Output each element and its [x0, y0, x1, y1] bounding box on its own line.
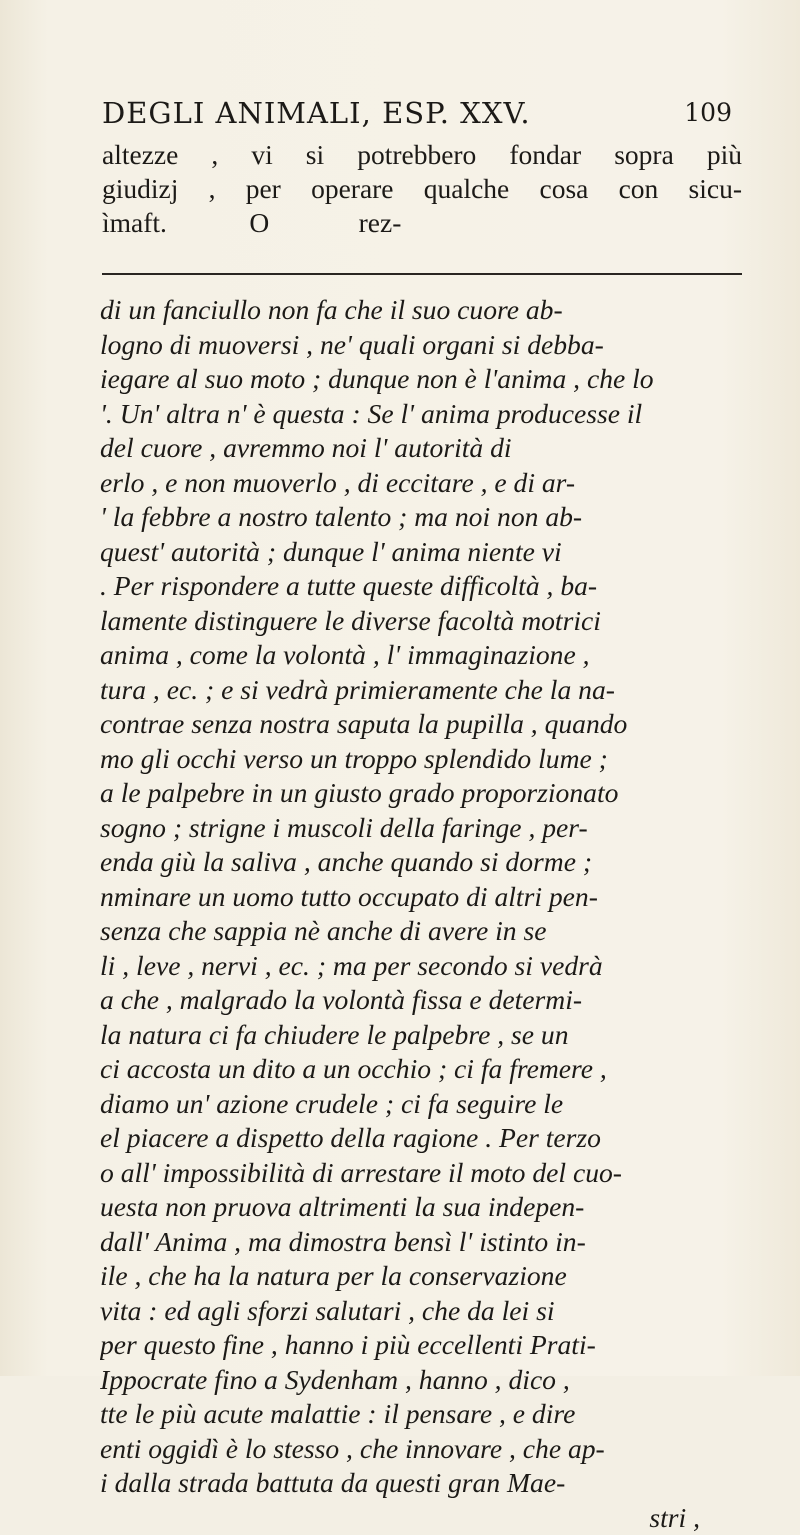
footnote-line: enda giù la saliva , anche quando si dorme ;: [100, 845, 740, 880]
body-line: ìmaft. O rez-: [102, 206, 742, 240]
footnote-line: nminare un uomo tutto occupato di altri pen-: [100, 880, 740, 915]
footnote-line: tte le più acute malattie : il pensare , e dire: [100, 1397, 740, 1432]
footnote-line: a le palpebre in un giusto grado proporzionato: [100, 776, 740, 811]
footnote-line: dall' Anima , ma dimostra bensì l' istinto in-: [100, 1225, 740, 1260]
footnote-line: diamo un' azione crudele ; ci fa seguire le: [100, 1087, 740, 1122]
body-line: altezze , vi si potrebbero fondar sopra più: [102, 138, 742, 172]
footnote-line: per questo fine , hanno i più eccellenti Prati-: [100, 1328, 740, 1363]
footnote-line: di un fanciullo non fa che il suo cuore ab-: [100, 293, 740, 328]
footnote-line: '. Un' altra n' è questa : Se l' anima producesse il: [100, 397, 740, 432]
footnote-line: enti oggidì è lo stesso , che innovare , che ap-: [100, 1432, 740, 1467]
footnote-line: ile , che ha la natura per la conservazione: [100, 1259, 740, 1294]
footnote-line: li , leve , nervi , ec. ; ma per secondo si vedrà: [100, 949, 740, 984]
page-header: [92, 96, 732, 138]
footnote-line: ' la febbre a nostro talento ; ma noi non ab-: [100, 500, 740, 535]
footnote-line: anima , come la volontà , l' immaginazione ,: [100, 638, 740, 673]
page-number: 109: [684, 98, 732, 127]
footnote-rule: [102, 273, 742, 275]
body-text: [102, 138, 742, 240]
footnote-line: contrae senza nostra saputa la pupilla , quando: [100, 707, 740, 742]
footnote-line: el piacere a dispetto della ragione . Per terzo: [100, 1121, 740, 1156]
footnote-line: erlo , e non muoverlo , di eccitare , e di ar-: [100, 466, 740, 501]
running-head: DEGLI ANIMALI, ESP. XXV.: [102, 96, 531, 130]
footnote-line: sogno ; strigne i muscoli della faringe , per-: [100, 811, 740, 846]
footnote-line: Ippocrate fino a Sydenham , hanno , dico ,: [100, 1363, 740, 1398]
footnote-line: tura , ec. ; e si vedrà primieramente che la na-: [100, 673, 740, 708]
footnote-line: i dalla strada battuta da questi gran Mae-: [100, 1466, 740, 1501]
footnote-line: o all' impossibilità di arrestare il moto del cuo-: [100, 1156, 740, 1191]
footnote-line: ci accosta un dito a un occhio ; ci fa fremere ,: [100, 1052, 740, 1087]
footnote-line: logno di muoversi , ne' quali organi si debba-: [100, 328, 740, 363]
footnote-line: a che , malgrado la volontà fissa e determi-: [100, 983, 740, 1018]
footnote-line: mo gli occhi verso un troppo splendido lume ;: [100, 742, 740, 777]
footnote-line: vita : ed agli sforzi salutari , che da lei si: [100, 1294, 740, 1329]
footnote-line: senza che sappia nè anche di avere in se: [100, 914, 740, 949]
body-line: giudizj , per operare qualche cosa con sicu-: [102, 172, 742, 206]
footnote-line: del cuore , avremmo noi l' autorità di: [100, 431, 740, 466]
footnote-block: [100, 293, 740, 1535]
footnote-line: la natura ci fa chiudere le palpebre , se un: [100, 1018, 740, 1053]
footnote-line: . Per rispondere a tutte queste difficoltà , ba-: [100, 569, 740, 604]
footnote-line: stri ,: [100, 1501, 740, 1535]
footnote-line: lamente distinguere le diverse facoltà motrici: [100, 604, 740, 639]
footnote-line: quest' autorità ; dunque l' anima niente vi: [100, 535, 740, 570]
footnote-line: uesta non pruova altrimenti la sua indepen-: [100, 1190, 740, 1225]
footnote-line: iegare al suo moto ; dunque non è l'anima , che lo: [100, 362, 740, 397]
